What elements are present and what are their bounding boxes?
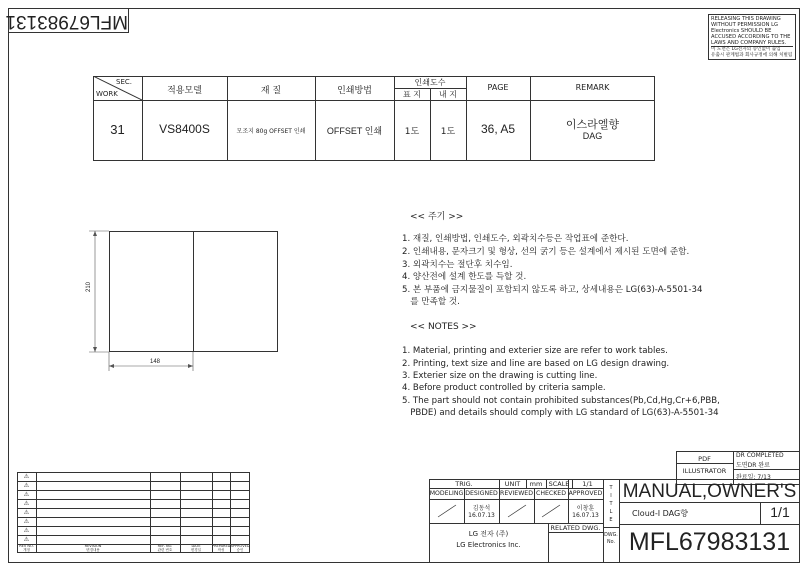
unit-label: UNIT	[504, 480, 521, 488]
row-print-method: OFFSET 인쇄	[326, 126, 383, 136]
header-remark: REMARK	[575, 83, 610, 92]
title-letter: T	[609, 485, 613, 491]
title-letter: I	[610, 493, 612, 499]
korean-note: 5. 본 부품에 금지물질이 포함되지 않도록 하고, 상세내용은 LG(63)-A-5501-34	[402, 285, 703, 295]
document-title: MANUAL,OWNER'S	[622, 481, 797, 502]
sheet-number: 1/1	[770, 504, 790, 520]
row-page: 36, A5	[480, 122, 516, 136]
header-print-colors: 인쇄도수	[414, 78, 446, 87]
header-material: 재 질	[260, 86, 282, 96]
designer-name: 김동석	[472, 505, 491, 512]
header-revision-kr: 변경내용	[86, 548, 100, 552]
header-model: 적용모델	[167, 86, 202, 96]
reviewed-label: REVIEWED	[500, 490, 533, 497]
checked-label: CHECKED	[536, 490, 566, 497]
korean-note: 1. 재질, 인쇄방법, 인쇄도수, 외곽치수등은 작업표에 준한다.	[402, 234, 629, 244]
rev-mark-icon: ⚠	[23, 509, 30, 516]
header-print-method: 인쇄방법	[337, 86, 372, 96]
rev-mark-icon: ⚠	[23, 518, 30, 525]
header-rev-kr: 개정	[23, 548, 30, 552]
modeling-label: MODELING	[429, 490, 464, 497]
header-date-kr: 변경일	[190, 548, 202, 552]
release-line: WITHOUT PERMISSION LG	[711, 22, 779, 28]
company-en: LG Electronics Inc.	[456, 541, 521, 549]
header-rev: REV NO.	[19, 544, 34, 548]
designed-date: 16.07.13	[468, 512, 495, 519]
approved-label: APPROVED	[568, 490, 603, 497]
company-kr: LG 전자 (주)	[468, 530, 509, 538]
row-front: 1도	[404, 127, 420, 137]
drawing-number: MFL67983131	[628, 528, 791, 556]
related-dwg-label: RELATED DWG.	[550, 524, 601, 532]
release-line: ACCUSED ACCORDING TO THE	[711, 34, 791, 40]
header-ref: REF. NO.	[157, 544, 173, 548]
scale-value: 1/1	[582, 480, 593, 488]
row-remark-sub: DAG	[582, 131, 603, 141]
header-ref-kr: 관련 번호	[157, 548, 173, 552]
release-line: 이 도면은 LG전자의 승인없이 출입	[711, 47, 781, 52]
document-subtitle: Cloud-I DAG향	[632, 509, 688, 518]
english-notes-title: << NOTES >>	[410, 322, 477, 332]
english-note: 5. The part should not contain prohibited substances(Pb,Cd,Hg,Cr+6,PBB,	[402, 396, 720, 406]
korean-note: 를 만족할 것.	[402, 297, 460, 307]
header-approved: APPROVED	[230, 544, 250, 548]
row-remark-name: 이스라엘향	[565, 118, 620, 131]
english-note: PBDE) and details should comply with LG standard of LG(63)-A-5501-34	[402, 408, 719, 418]
sec-label: SEC.	[116, 78, 132, 86]
release-line: RELEASING THIS DRAWING	[711, 16, 781, 22]
header-page: PAGE	[487, 83, 509, 92]
width-dimension: 148	[149, 359, 160, 365]
english-note: 4. Before product controlled by criteria sample.	[402, 383, 606, 393]
doc-number-flipped: MFL67983131	[5, 11, 128, 32]
rev-mark-icon: ⚠	[23, 527, 30, 534]
row-material: 모조지 80g OFFSET 인쇄	[236, 128, 306, 135]
scale-label: SCALE	[548, 480, 570, 488]
dimension-lines	[85, 226, 285, 376]
unit-value: mm	[529, 480, 543, 488]
header-approved-kr: 승인	[236, 548, 244, 552]
rev-mark-icon: ⚠	[23, 482, 30, 489]
release-notice	[708, 14, 796, 60]
approver-name: 이창훈	[576, 505, 595, 512]
title-vertical	[603, 484, 619, 524]
rev-mark-icon: ⚠	[23, 491, 30, 498]
header-front: 표 지	[403, 90, 421, 99]
rev-mark-icon: ⚠	[23, 473, 30, 480]
work-label: WORK	[96, 90, 118, 98]
title-letter: T	[609, 501, 613, 507]
trig-label: TRIG.	[455, 480, 473, 488]
row-work: 31	[110, 122, 125, 137]
english-note: 3. Exterier size on the drawing is cutting line.	[402, 371, 598, 381]
row-model: VS8400S	[159, 122, 210, 136]
doc-number-flipped-box	[5, 8, 129, 33]
header-inner: 내 지	[439, 90, 457, 99]
dwg-no-label: DWG. No.	[604, 533, 618, 545]
korean-note: 2. 인쇄내용, 문자크기 및 형상, 선의 굵기 등은 설계에서 제시된 도면에 준함.	[402, 247, 690, 257]
english-note: 1. Material, printing and exterier size are refer to work tables.	[402, 346, 668, 356]
row-inner: 1도	[440, 127, 456, 137]
designed-label: DESIGNED	[465, 490, 498, 497]
header-prepared-kr: 작성	[217, 548, 225, 552]
title-letter: E	[609, 517, 613, 523]
korean-notes-title: << 주기 >>	[410, 212, 464, 222]
release-line: 유출시 관계법과 회사규정에 의해 처벌됨	[711, 53, 793, 58]
approved-date: 16.07.13	[572, 512, 599, 519]
illustrator-label: ILLUSTRATOR	[682, 467, 727, 475]
completed-date: 완료일: 7/13	[736, 474, 771, 481]
header-revision: REVISION	[84, 544, 102, 548]
rev-mark-icon: ⚠	[23, 500, 30, 507]
title-letter: L	[609, 509, 613, 515]
height-dimension: 210	[86, 281, 92, 292]
release-line: LAWS AND COMPANY RULES.	[711, 40, 793, 47]
dr-completed-kr: 도면DR 완료	[736, 462, 770, 469]
rev-mark-icon: ⚠	[23, 536, 30, 543]
pdf-label: PDF	[698, 455, 711, 463]
release-line: Electronics SHOULD BE	[711, 28, 772, 34]
korean-note: 3. 외곽치수는 절단후 치수임.	[402, 260, 513, 270]
english-note: 2. Printing, text size and line are based on LG design drawing.	[402, 359, 670, 369]
header-date: DATE	[191, 544, 201, 548]
dr-completed: DR COMPLETED	[736, 452, 784, 459]
korean-note: 4. 양산전에 설계 한도를 득할 것.	[402, 272, 527, 282]
header-prepared: PREPARED	[212, 544, 231, 548]
